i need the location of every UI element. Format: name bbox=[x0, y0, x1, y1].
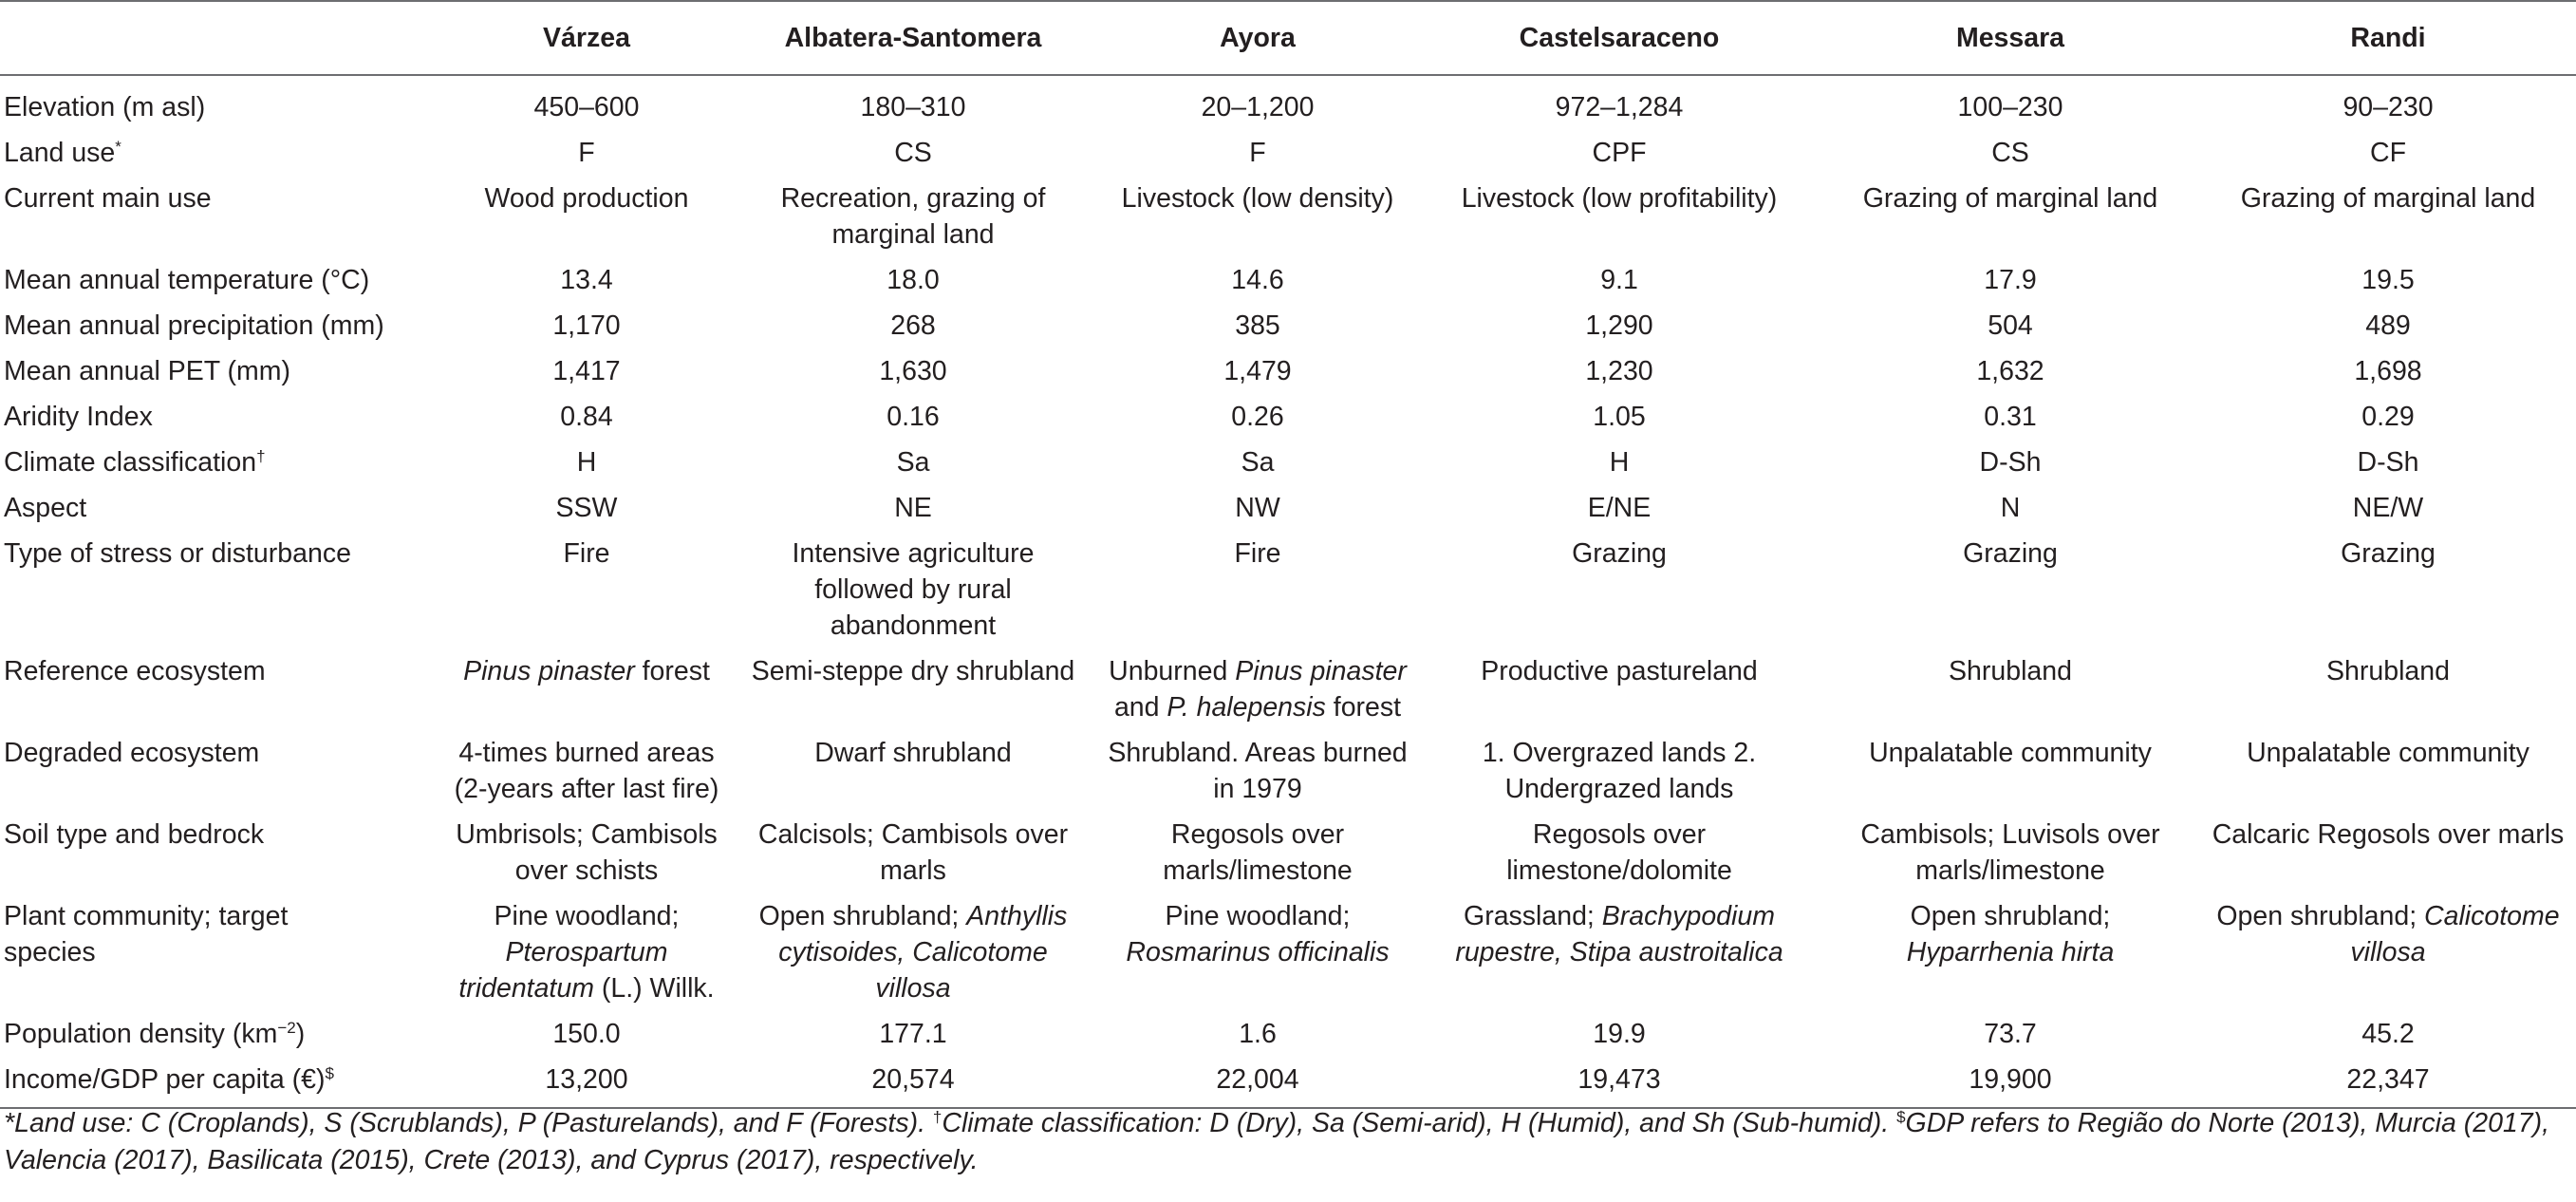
table-row bbox=[0, 394, 2576, 440]
row-label: Degraded ecosystem bbox=[4, 738, 260, 768]
table-cell: Recreation, grazing of marginal land bbox=[780, 183, 1046, 250]
table-cell: Pine woodland; Rosmarinus officinalis bbox=[1126, 901, 1390, 967]
table-cell: Livestock (low density) bbox=[1121, 183, 1394, 214]
table-cell: Grazing of marginal land bbox=[1862, 183, 2158, 214]
table-row bbox=[0, 176, 2576, 257]
header-row bbox=[0, 1, 2576, 75]
table-cell: Intensive agriculture followed by rural abandonment bbox=[792, 538, 1035, 641]
table-cell: 268 bbox=[890, 310, 936, 341]
table-cell: 19,473 bbox=[1418, 1057, 1820, 1108]
table-cell: 0.84 bbox=[560, 402, 613, 432]
table-cell: Open shrubland; Hyparrhenia hirta bbox=[1906, 901, 2115, 967]
table-cell: NE/W bbox=[2352, 493, 2424, 523]
table-cell: 9.1 bbox=[1600, 265, 1638, 295]
table-row bbox=[0, 893, 2576, 1011]
table-cell: Wood production bbox=[484, 183, 689, 214]
table-cell: Calcisols; Cambisols over marls bbox=[757, 819, 1069, 886]
table-cell: N bbox=[2000, 493, 2021, 523]
table-cell: CPF bbox=[1592, 138, 1647, 168]
species-name: Calicotome villosa bbox=[2350, 901, 2560, 967]
table-row bbox=[0, 1011, 2576, 1057]
table-cell: 0.31 bbox=[1984, 402, 2037, 432]
table-cell: 504 bbox=[1988, 310, 2033, 341]
table-cell: 1,230 bbox=[1585, 356, 1653, 386]
species-name: Brachypodium rupestre, Stipa austroitalica bbox=[1455, 901, 1783, 967]
column-header: Várzea bbox=[444, 1, 729, 75]
table-cell: 90–230 bbox=[2343, 92, 2434, 122]
footnote-climate: Climate classification: D (Dry), Sa (Semi-arid), H (Humid), and Sh (Sub-humid). bbox=[942, 1108, 1890, 1138]
table-cell: 1,632 bbox=[1976, 356, 2044, 386]
table-cell: Grazing bbox=[1572, 538, 1667, 569]
table-cell: Unpalatable community bbox=[2247, 738, 2529, 768]
column-header: Messara bbox=[1820, 1, 2200, 75]
species-name: Pterospartum tridentatum bbox=[458, 937, 668, 1004]
header-blank bbox=[0, 1, 444, 75]
table-cell: 0.29 bbox=[2361, 402, 2415, 432]
table-row bbox=[0, 648, 2576, 730]
table-cell: Shrubland. Areas burned in 1979 bbox=[1108, 738, 1408, 804]
table-cell: H bbox=[576, 447, 597, 478]
row-label: Type of stress or disturbance bbox=[4, 538, 351, 569]
table-cell: Sa bbox=[896, 447, 930, 478]
table-cell: 17.9 bbox=[1984, 265, 2037, 295]
table-cell: H bbox=[1609, 447, 1630, 478]
table-cell: 45.2 bbox=[2361, 1019, 2415, 1049]
table-cell: 180–310 bbox=[860, 92, 966, 122]
table-cell: Open shrubland; Anthyllis cytisoides, Calicotome villosa bbox=[758, 901, 1068, 1004]
table-cell: 385 bbox=[1235, 310, 1280, 341]
table-cell: 20–1,200 bbox=[1201, 92, 1315, 122]
table-row bbox=[0, 730, 2576, 812]
table-row bbox=[0, 531, 2576, 648]
table-row bbox=[0, 348, 2576, 394]
row-label: Reference ecosystem bbox=[4, 656, 266, 686]
table-cell: Grazing bbox=[1963, 538, 2058, 569]
table-cell: Grassland; Brachypodium rupestre, Stipa austroitalica bbox=[1455, 901, 1783, 967]
table-cell: 450–600 bbox=[533, 92, 640, 122]
species-name: P. halepensis bbox=[1167, 692, 1326, 723]
table-cell: Open shrubland; Calicotome villosa bbox=[2216, 901, 2560, 967]
table-cell: CS bbox=[1991, 138, 2029, 168]
table-cell: NW bbox=[1235, 493, 1280, 523]
table-cell: Calcaric Regosols over marls bbox=[2212, 819, 2565, 850]
table-cell: CF bbox=[2370, 138, 2406, 168]
row-label: Population density $(km^{-2})$ bbox=[4, 1019, 306, 1049]
table-cell: 13,200 bbox=[444, 1057, 729, 1108]
table-cell: 1,417 bbox=[552, 356, 621, 386]
footnote-marker: * bbox=[4, 1108, 15, 1138]
table-cell: Sa bbox=[1241, 447, 1275, 478]
table-cell: SSW bbox=[555, 493, 618, 523]
table-cell: 150.0 bbox=[552, 1019, 621, 1049]
species-name: Pinus pinaster bbox=[463, 656, 635, 686]
table-cell: Fire bbox=[1234, 538, 1281, 569]
table-cell: 100–230 bbox=[1957, 92, 2063, 122]
table-cell: Dwarf shrubland bbox=[814, 738, 1012, 768]
column-header: Castelsaraceno bbox=[1418, 1, 1820, 75]
row-label: Current main use bbox=[4, 183, 212, 214]
table-cell: E/NE bbox=[1587, 493, 1652, 523]
table-cell: Regosols over marls/limestone bbox=[1163, 819, 1353, 886]
footnote-marker: † bbox=[932, 1108, 943, 1126]
table-cell: Grazing of marginal land bbox=[2240, 183, 2536, 214]
table-cell: D-Sh bbox=[2357, 447, 2419, 478]
table-cell: 4-times burned areas (2-years after last fire) bbox=[454, 738, 719, 804]
table-cell: 13.4 bbox=[560, 265, 613, 295]
table-cell: 14.6 bbox=[1231, 265, 1284, 295]
table-cell: F bbox=[578, 138, 595, 168]
row-label: Aridity Index bbox=[4, 402, 153, 432]
column-header: Ayora bbox=[1097, 1, 1418, 75]
table-row bbox=[0, 440, 2576, 485]
table-cell: Semi-steppe dry shrubland bbox=[751, 656, 1075, 686]
row-label: Mean annual precipitation (mm) bbox=[4, 310, 384, 341]
row-label: Mean annual PET (mm) bbox=[4, 356, 291, 386]
table-cell: 19.9 bbox=[1593, 1019, 1646, 1049]
species-name: Pinus pinaster bbox=[1235, 656, 1407, 686]
table-cell: Productive pastureland bbox=[1481, 656, 1758, 686]
table-cell: Grazing bbox=[2341, 538, 2436, 569]
table-cell: 1,290 bbox=[1585, 310, 1653, 341]
species-name: Anthyllis cytisoides, Calicotome villosa bbox=[778, 901, 1068, 1004]
table-cell: 0.16 bbox=[887, 402, 940, 432]
table-cell: Shrubland bbox=[2326, 656, 2450, 686]
table-cell: Unburned Pinus pinaster and P. halepensis forest bbox=[1109, 656, 1407, 723]
table-cell: 1,170 bbox=[552, 310, 621, 341]
table-cell: 18.0 bbox=[887, 265, 940, 295]
table-cell: Pine woodland; Pterospartum tridentatum (L.) Willk. bbox=[458, 901, 715, 1004]
row-label: Soil type and bedrock bbox=[4, 819, 265, 850]
table-cell: 20,574 bbox=[729, 1057, 1097, 1108]
table-cell: 1.05 bbox=[1593, 402, 1646, 432]
table-cell: 177.1 bbox=[879, 1019, 947, 1049]
table-cell: 19.5 bbox=[2361, 265, 2415, 295]
row-label: Income/GDP per capita (€)$ bbox=[0, 1057, 444, 1108]
row-label: Land use* bbox=[4, 138, 121, 168]
row-label: Elevation (m asl) bbox=[4, 92, 206, 122]
table-cell: 1,479 bbox=[1223, 356, 1292, 386]
table-cell: Shrubland bbox=[1949, 656, 2072, 686]
column-header: Albatera-Santomera bbox=[729, 1, 1097, 75]
table-cell: 1,698 bbox=[2354, 356, 2422, 386]
table-footnote bbox=[4, 1105, 2567, 1179]
table-cell: Umbrisols; Cambisols over schists bbox=[456, 819, 718, 886]
table-cell: Livestock (low profitability) bbox=[1461, 183, 1778, 214]
table-row bbox=[0, 75, 2576, 130]
footnote-gdp: GDP refers to Região do Norte (2013), Murcia (2017), bbox=[1905, 1108, 2550, 1138]
table-row bbox=[0, 130, 2576, 176]
table-row bbox=[0, 812, 2576, 893]
table-cell: D-Sh bbox=[1979, 447, 2042, 478]
table-cell: 1. Overgrazed lands 2. Undergrazed lands bbox=[1482, 738, 1757, 804]
species-name: Hyparrhenia hirta bbox=[1906, 937, 2115, 967]
table-cell: 22,004 bbox=[1097, 1057, 1418, 1108]
table-row bbox=[0, 1057, 2576, 1108]
table-cell: Pinus pinaster forest bbox=[463, 656, 710, 686]
table-cell: F bbox=[1249, 138, 1266, 168]
table-cell: 19,900 bbox=[1820, 1057, 2200, 1108]
table-cell: 73.7 bbox=[1984, 1019, 2037, 1049]
table-cell: Regosols over limestone/dolomite bbox=[1506, 819, 1732, 886]
footnote-marker: $ bbox=[1896, 1108, 1906, 1126]
table-row bbox=[0, 303, 2576, 348]
table-row bbox=[0, 485, 2576, 531]
footnote-land-use: Land use: C (Croplands), S (Scrublands), P (Pasturelands), and F (Forests). bbox=[14, 1108, 925, 1138]
table-cell: CS bbox=[894, 138, 932, 168]
row-label: Climate classification† bbox=[4, 447, 266, 478]
row-label: Mean annual temperature (°C) bbox=[4, 265, 370, 295]
table-cell: 972–1,284 bbox=[1555, 92, 1684, 122]
table-cell: 0.26 bbox=[1231, 402, 1284, 432]
table-row bbox=[0, 257, 2576, 303]
footnote-gdp-continued: Valencia (2017), Basilicata (2015), Crete (2013), and Cyprus (2017), respectively. bbox=[4, 1145, 979, 1175]
table-cell: Fire bbox=[563, 538, 610, 569]
table-cell: 489 bbox=[2365, 310, 2411, 341]
column-header: Randi bbox=[2200, 1, 2576, 75]
row-label: Plant community; target species bbox=[4, 901, 289, 967]
row-label: Aspect bbox=[4, 493, 87, 523]
table-cell: 22,347 bbox=[2200, 1057, 2576, 1108]
table-cell: Cambisols; Luvisols over marls/limestone bbox=[1860, 819, 2160, 886]
table-cell: 1,630 bbox=[879, 356, 947, 386]
table-cell: Unpalatable community bbox=[1869, 738, 2152, 768]
table-cell: 1.6 bbox=[1239, 1019, 1277, 1049]
table-cell: NE bbox=[894, 493, 932, 523]
species-name: Rosmarinus officinalis bbox=[1126, 937, 1390, 967]
